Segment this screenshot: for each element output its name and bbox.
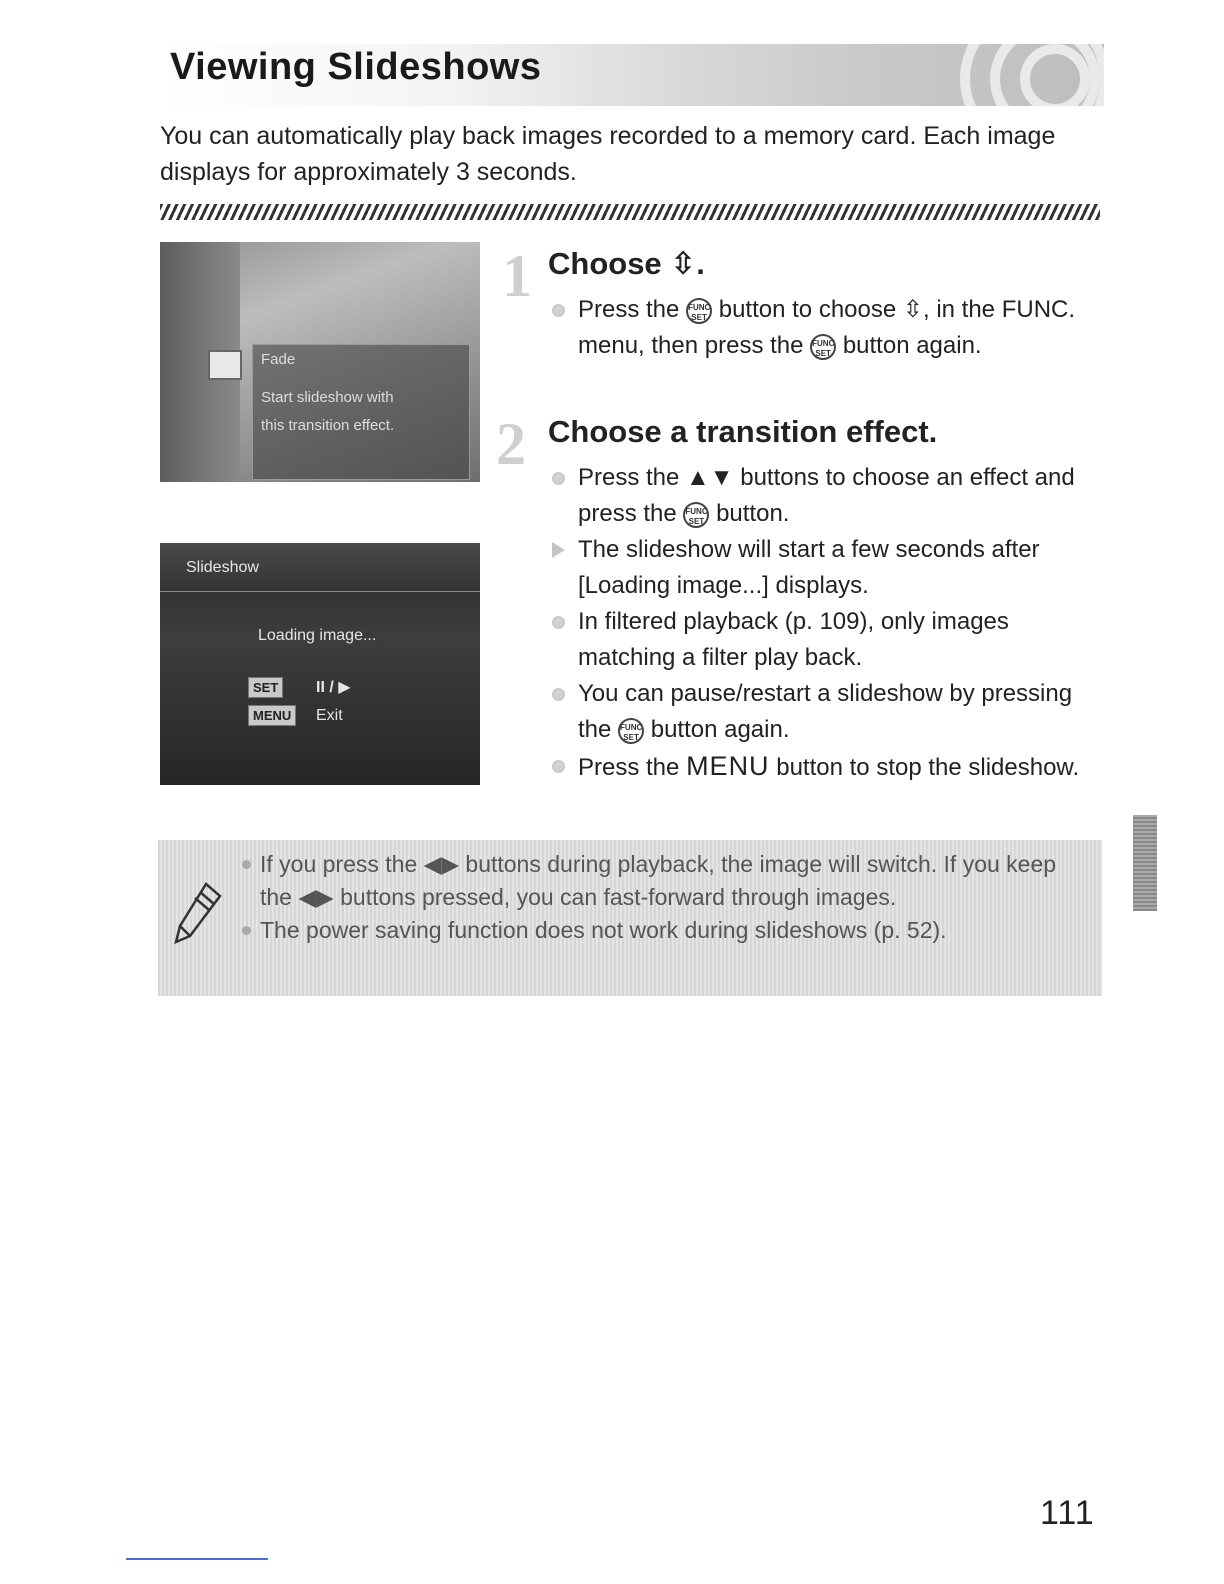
note-text — [240, 848, 1080, 947]
list-item — [240, 848, 1080, 914]
list-item — [548, 676, 1108, 748]
list-item — [548, 532, 1108, 604]
menu-item-desc-2: this transition effect. — [261, 417, 395, 434]
list-item — [548, 604, 1108, 676]
step-1-bullets — [548, 292, 1108, 364]
loading-status: Loading image... — [258, 627, 377, 644]
menu-button-label: MENU — [686, 751, 770, 781]
exit-label: Exit — [316, 707, 343, 724]
bullet-text: button to stop the slideshow. — [776, 754, 1080, 781]
bullet-text: button. — [716, 500, 790, 527]
camera-screen-slideshow — [160, 543, 480, 785]
camera-screen-func-menu — [160, 242, 480, 482]
pencil-icon — [172, 880, 224, 946]
step-number-1: 1 — [502, 243, 532, 309]
play-pause-label: II / ▶ — [316, 679, 351, 696]
step-2-bullets — [548, 460, 1108, 786]
list-item — [240, 914, 1080, 947]
chapter-tab — [1133, 815, 1157, 911]
bullet-icon — [242, 860, 251, 869]
menu-item-fade: Fade — [261, 351, 296, 368]
bullet-icon — [242, 926, 251, 935]
decor-arc — [1020, 44, 1090, 106]
menu-tag: MENU — [248, 705, 296, 726]
bullet-text: You can pause/restart a slideshow by pressing the — [578, 680, 1073, 743]
bullet-icon — [552, 760, 565, 773]
func-set-button-icon: FUNC SET — [683, 502, 709, 528]
set-tag: SET — [248, 677, 283, 698]
step-title-1: Choose ⇳. — [548, 246, 705, 281]
intro-text: You can automatically play back images recorded to a memory card. Each image displays for approximately 3 seconds. — [160, 122, 1056, 186]
slideshow-icon — [208, 350, 242, 380]
bullet-text: button again. — [650, 716, 790, 743]
page-title: Viewing Slideshows — [170, 46, 542, 88]
result-arrow-icon — [552, 542, 565, 558]
func-set-button-icon: FUNC SET — [618, 718, 644, 744]
transition-menu — [252, 344, 470, 480]
func-set-button-icon: FUNC SET — [686, 298, 712, 324]
list-item — [548, 460, 1108, 532]
footer-link-line — [126, 1558, 268, 1560]
bullet-icon — [552, 616, 565, 629]
bullet-text: In filtered playback (p. 109), only images matching a filter play back. — [578, 608, 1009, 671]
list-item — [548, 748, 1108, 786]
page-number: 111 — [1040, 1494, 1095, 1532]
step-number-2: 2 — [496, 411, 526, 477]
list-item — [548, 292, 1108, 364]
bullet-text: Press the — [578, 296, 680, 323]
menu-item-desc-1: Start slideshow with — [261, 389, 394, 406]
bullet-text: Press the — [578, 754, 680, 781]
step-title-2: Choose a transition effect. — [548, 414, 938, 449]
bullet-icon — [552, 688, 565, 701]
bullet-icon — [552, 472, 565, 485]
bullet-text: The slideshow will start a few seconds after [Loading image...] displays. — [578, 536, 1040, 599]
bullet-text: button again. — [842, 332, 982, 359]
bullet-icon — [552, 304, 565, 317]
bullet-text: Press the ▲▼ buttons to choose an effect and press the — [578, 464, 1075, 527]
note-line: The power saving function does not work during slideshows (p. 52). — [260, 917, 947, 943]
section-divider — [160, 204, 1100, 220]
slideshow-title: Slideshow — [186, 559, 259, 576]
func-set-button-icon: FUNC SET — [810, 334, 836, 360]
note-line: If you press the ◀▶ buttons during playback, the image will switch. If you keep the ◀▶ buttons pressed, you can fast-forward through images. — [260, 851, 1057, 910]
bullet-text: button to choose ⇳, in the FUNC. menu, then press the — [578, 296, 1076, 359]
